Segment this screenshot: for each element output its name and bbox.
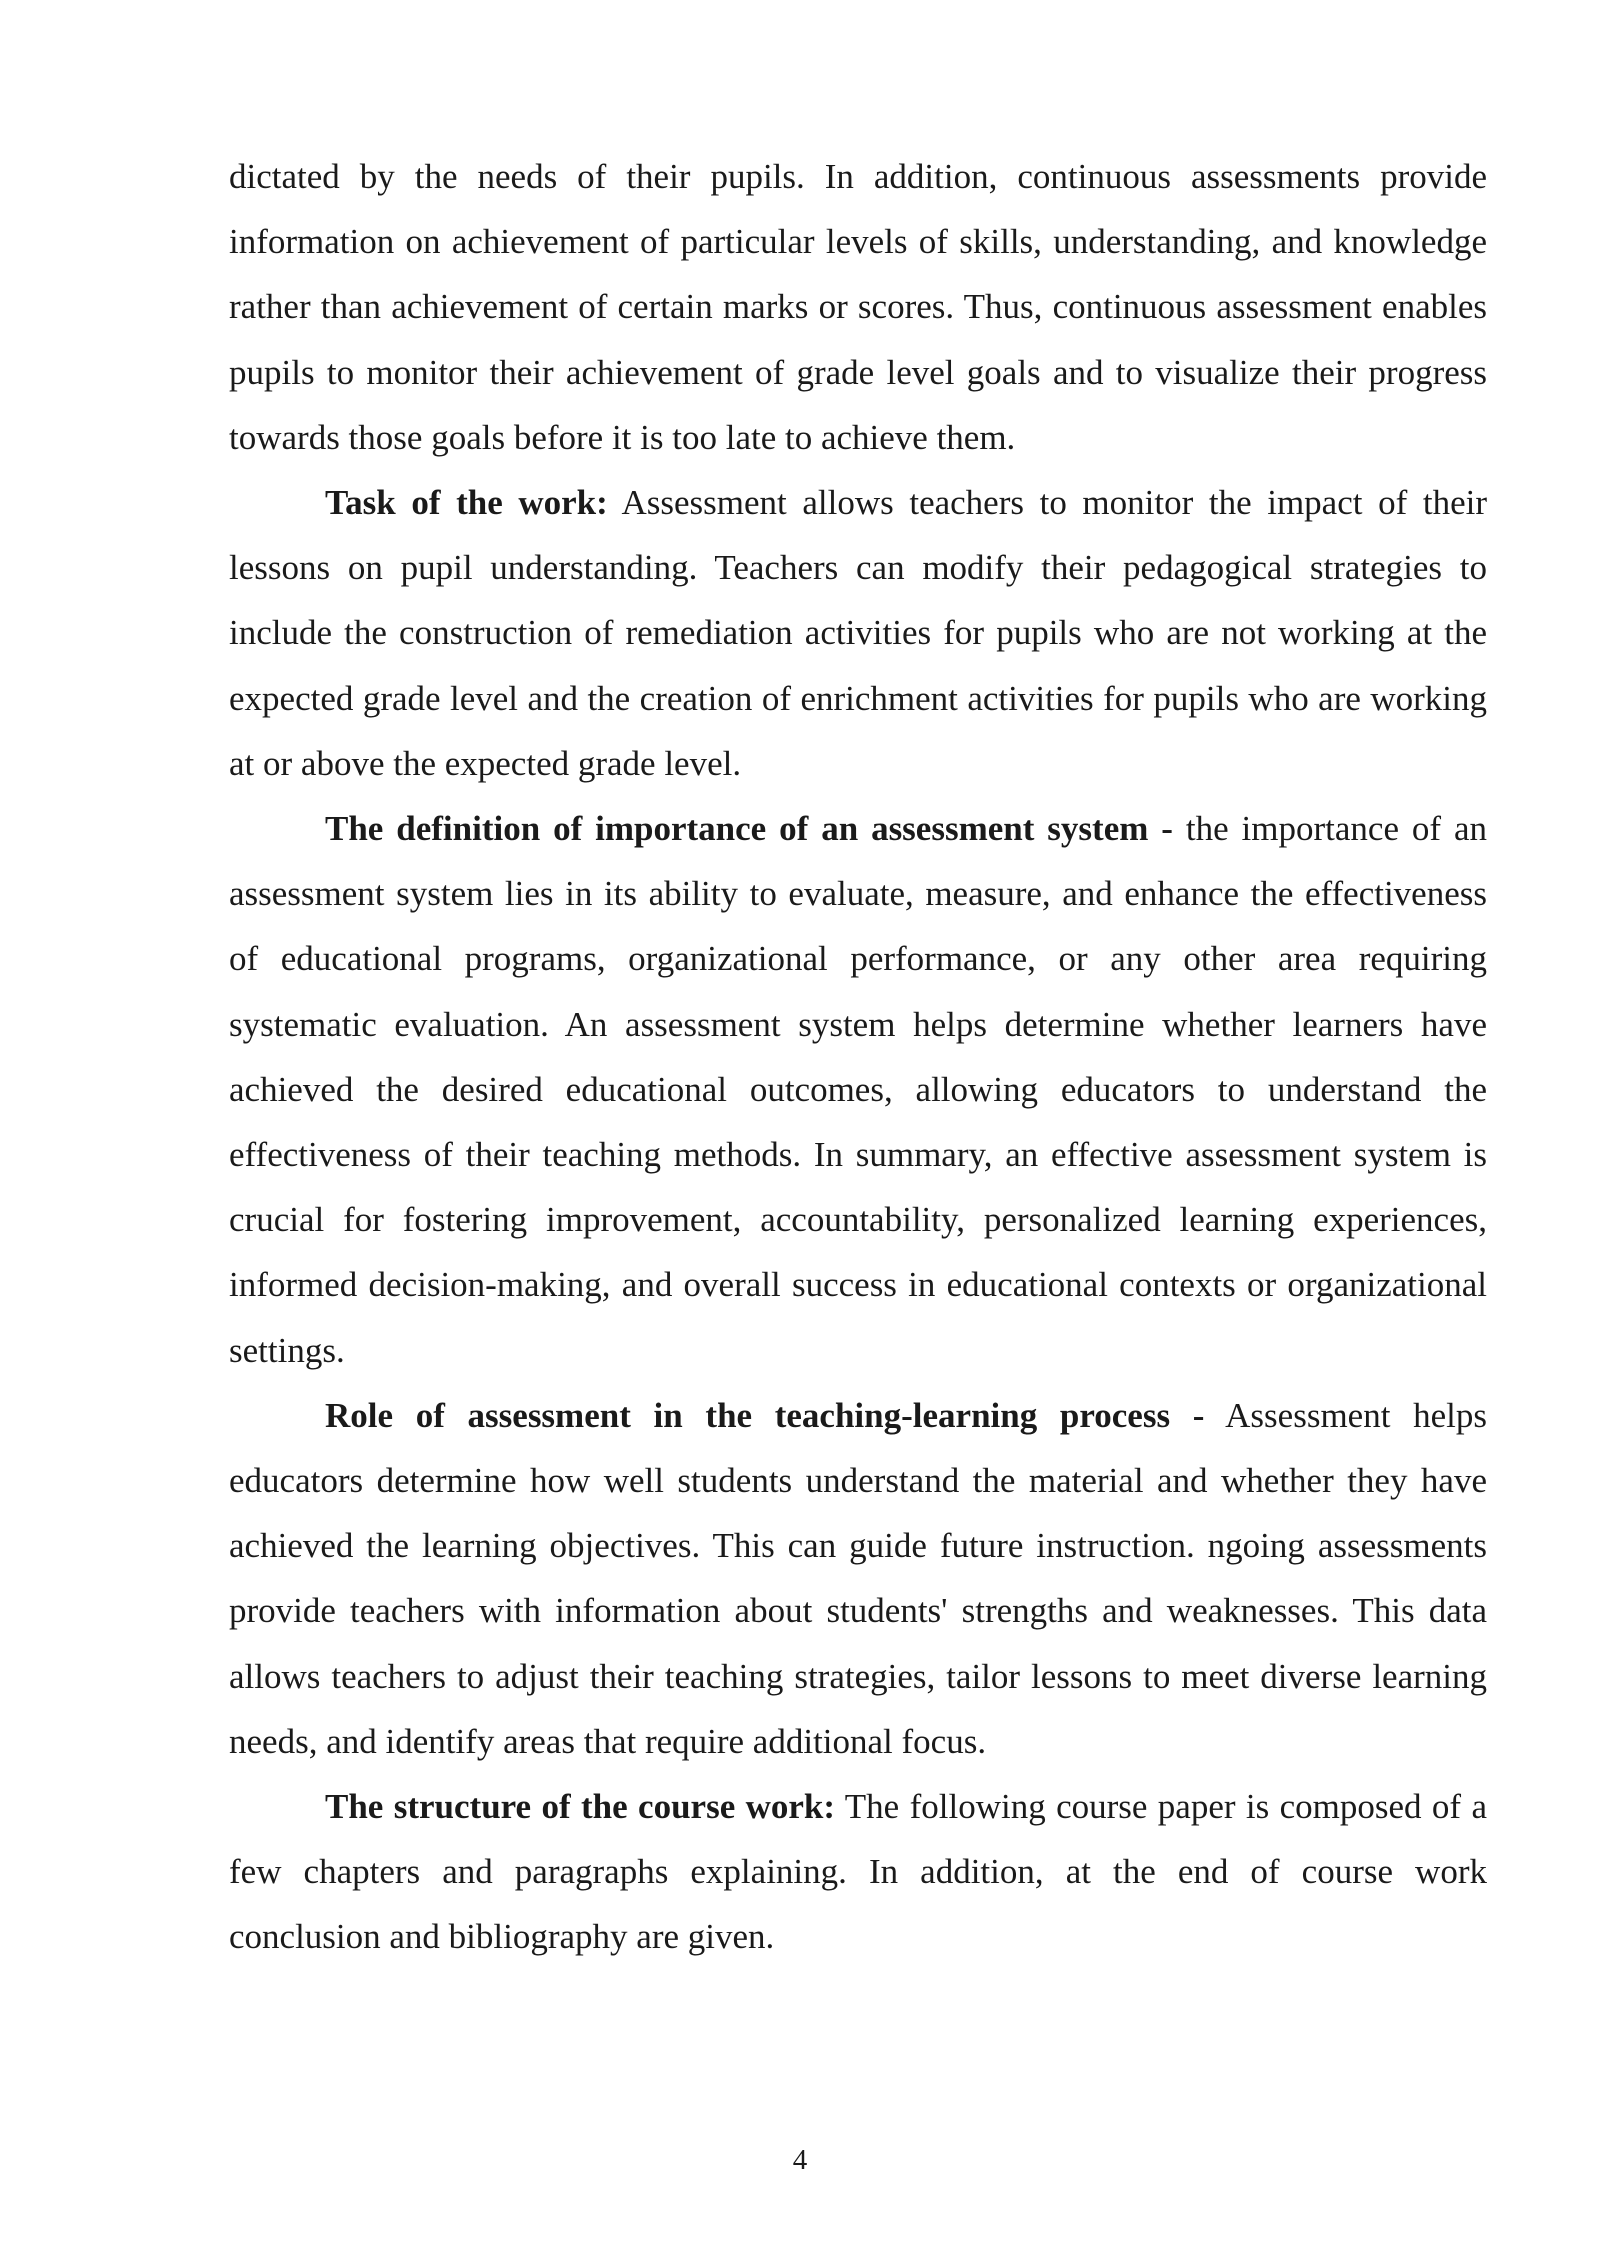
paragraph-continuous-assessment — [229, 144, 1487, 470]
page-number: 4 — [792, 2144, 808, 2176]
paragraph-heading: Task of the work: — [325, 483, 608, 523]
paragraph-text: Assessment allows teachers to monitor the impact of their lessons on pupil understanding. Teachers can modify their pedagogical strategies to include the construction of remediation activities for pupils who are not working at the expected grade level and the creation of enrichment activities for pupils who are working at or above the expected grade level. — [229, 483, 1487, 783]
paragraph-heading: Role of assessment in the teaching-learning process - — [325, 1395, 1205, 1435]
paragraph-text: Assessment helps educators determine how well students understand the material and whether they have achieved the learning objectives. This can guide future instruction. ngoing assessments provide teachers with information about students' strengths and weaknesses. This data allows teachers to adjust their teaching strategies, tailor lessons to meet diverse learning needs, and identify areas that require additional focus. — [229, 1395, 1487, 1761]
paragraph-heading: The definition of importance of an assessment system - — [325, 809, 1173, 849]
paragraph-heading: The structure of the course work: — [325, 1787, 836, 1827]
paragraph-importance-definition — [229, 796, 1487, 1383]
paragraph-course-structure — [229, 1774, 1487, 1970]
paragraph-task-of-the-work — [229, 470, 1487, 796]
paragraph-role-of-assessment — [229, 1383, 1487, 1774]
body-text — [229, 144, 1487, 1970]
paragraph-text: dictated by the needs of their pupils. In addition, continuous assessments provide information on achievement of particular levels of skills, understanding, and knowledge rather than achievement of certain marks or scores. Thus, continuous assessment enables pupils to monitor their achievement of grade level goals and to visualize their progress towards those goals before it is too late to achieve them. — [229, 157, 1487, 457]
paragraph-text: the importance of an assessment system lies in its ability to evaluate, measure, and enhance the effectiveness of educational programs, organizational performance, or any other area requiring systematic evaluation. An assessment system helps determine whether learners have achieved the desired educational outcomes, allowing educators to understand the effectiveness of their teaching methods. In summary, an effective assessment system is crucial for fostering improvement, accountability, personalized learning experiences, informed decision-making, and overall success in educational contexts or organizational settings. — [229, 809, 1487, 1370]
paragraph-text: The following course paper is composed of a few chapters and paragraphs explaining. In addition, at the end of course work conclusion and bibliography are given. — [229, 1787, 1487, 1957]
